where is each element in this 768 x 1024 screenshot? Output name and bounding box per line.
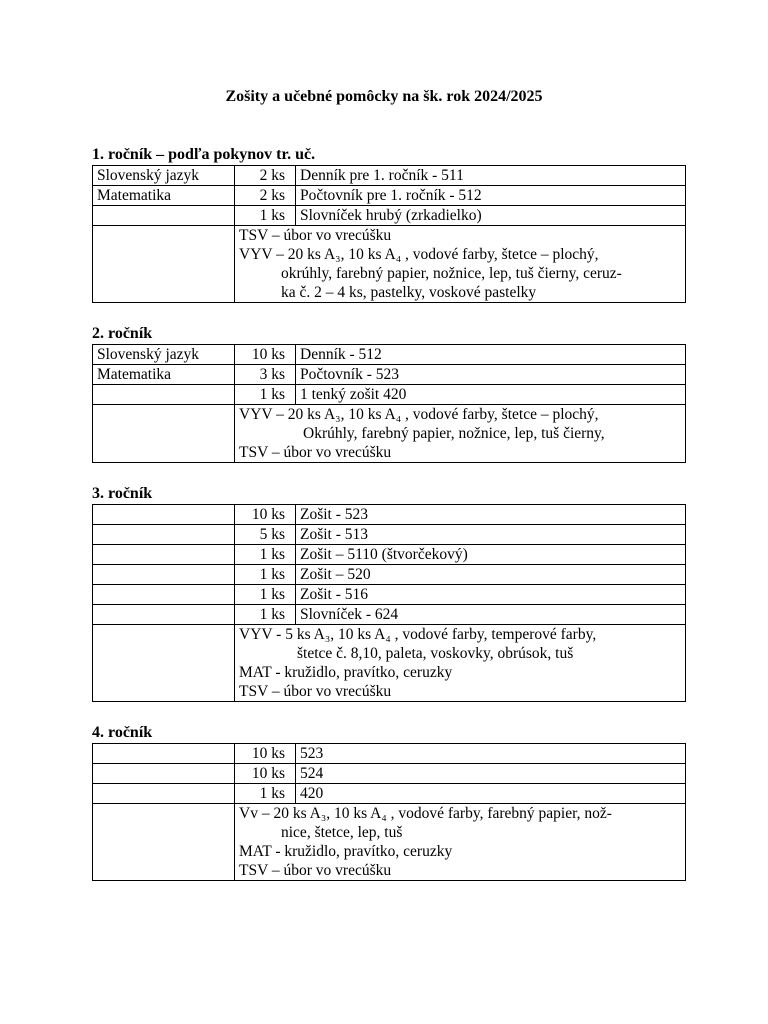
subject-cell (93, 764, 235, 784)
item-cell: 420 (296, 784, 686, 804)
subject-cell: Matematika (93, 186, 235, 206)
note-line: VYV - 5 ks A₃, 10 ks A₄ , vodové farby, temperové farby, (239, 626, 597, 643)
item-cell: Denník pre 1. ročník - 511 (296, 166, 686, 186)
table-row (93, 385, 686, 405)
item-cell: Zošit – 520 (296, 565, 686, 585)
table-row-notes (93, 226, 686, 303)
table-row (93, 505, 686, 525)
quantity-cell: 10 ks (235, 505, 296, 525)
table-row-notes (93, 804, 686, 881)
table-row (93, 545, 686, 565)
table-row-notes (93, 625, 686, 702)
subject-cell (93, 226, 235, 303)
table-row (93, 784, 686, 804)
quantity-cell: 1 ks (235, 605, 296, 625)
grade3-table (92, 504, 686, 702)
item-cell: 1 tenký zošit 420 (296, 385, 686, 405)
note-line: Vv – 20 ks A₃, 10 ks A₄ , vodové farby, farebný papier, nož- (239, 805, 612, 822)
subject-cell (93, 605, 235, 625)
note-line: TSV – úbor vo vrecúšku (239, 227, 392, 244)
notes-cell (235, 226, 686, 303)
note-line: MAT - kružidlo, pravítko, ceruzky (239, 843, 453, 860)
table-row (93, 744, 686, 764)
table-row (93, 166, 686, 186)
quantity-cell: 2 ks (235, 166, 296, 186)
item-cell: Slovníček - 624 (296, 605, 686, 625)
table-row (93, 585, 686, 605)
table-row (93, 764, 686, 784)
subject-cell (93, 784, 235, 804)
subject-cell (93, 625, 235, 702)
subject-cell: Slovenský jazyk (93, 345, 235, 365)
item-cell: 523 (296, 744, 686, 764)
table-row (93, 565, 686, 585)
item-cell: Zošit - 513 (296, 525, 686, 545)
subject-cell: Slovenský jazyk (93, 166, 235, 186)
subject-cell (93, 505, 235, 525)
subject-cell (93, 525, 235, 545)
grade3-heading: 3. ročník (92, 485, 153, 502)
subject-cell (93, 565, 235, 585)
note-line: TSV – úbor vo vrecúšku (239, 862, 392, 879)
grade4-heading: 4. ročník (92, 724, 153, 741)
item-cell: Zošit - 523 (296, 505, 686, 525)
quantity-cell: 1 ks (235, 784, 296, 804)
subject-cell (93, 545, 235, 565)
quantity-cell: 10 ks (235, 345, 296, 365)
grade1-table (92, 165, 686, 303)
quantity-cell: 3 ks (235, 365, 296, 385)
subject-cell (93, 385, 235, 405)
quantity-cell: 1 ks (235, 585, 296, 605)
quantity-cell: 1 ks (235, 206, 296, 226)
note-line: okrúhly, farebný papier, nožnice, lep, tuš čierny, ceruz- (281, 265, 622, 282)
item-cell: Počtovník - 523 (296, 365, 686, 385)
item-cell: Zošit – 5110 (štvorčekový) (296, 545, 686, 565)
item-cell: Zošit - 516 (296, 585, 686, 605)
note-line: VYV – 20 ks A₃, 10 ks A₄ , vodové farby, štetce – plochý, (239, 406, 599, 423)
grade2-heading: 2. ročník (92, 325, 153, 342)
grade1-heading: 1. ročník – podľa pokynov tr. uč. (92, 146, 316, 163)
grade4-table (92, 743, 686, 881)
item-cell: Počtovník pre 1. ročník - 512 (296, 186, 686, 206)
subject-cell (93, 206, 235, 226)
quantity-cell: 1 ks (235, 385, 296, 405)
subject-cell: Matematika (93, 365, 235, 385)
quantity-cell: 1 ks (235, 545, 296, 565)
table-row-notes (93, 405, 686, 463)
item-cell: Denník - 512 (296, 345, 686, 365)
table-row (93, 345, 686, 365)
quantity-cell: 5 ks (235, 525, 296, 545)
subject-cell (93, 405, 235, 463)
note-line: MAT - kružidlo, pravítko, ceruzky (239, 664, 453, 681)
note-line: TSV – úbor vo vrecúšku (239, 683, 392, 700)
quantity-cell: 10 ks (235, 764, 296, 784)
quantity-cell: 10 ks (235, 744, 296, 764)
subject-cell (93, 744, 235, 764)
notes-cell (235, 804, 686, 881)
table-row (93, 605, 686, 625)
note-line: štetce č. 8,10, paleta, voskovky, obrúsok, tuš (297, 645, 574, 662)
subject-cell (93, 585, 235, 605)
table-row (93, 365, 686, 385)
notes-cell (235, 405, 686, 463)
note-line: Okrúhly, farebný papier, nožnice, lep, tuš čierny, (303, 425, 605, 442)
note-line: TSV – úbor vo vrecúšku (239, 444, 392, 461)
note-line: ka č. 2 – 4 ks, pastelky, voskové pastelky (281, 284, 537, 301)
grade2-table (92, 344, 686, 463)
quantity-cell: 1 ks (235, 565, 296, 585)
table-row (93, 525, 686, 545)
item-cell: Slovníček hrubý (zrkadielko) (296, 206, 686, 226)
note-line: VYV – 20 ks A₃, 10 ks A₄ , vodové farby, štetce – plochý, (239, 246, 599, 263)
table-row (93, 206, 686, 226)
subject-cell (93, 804, 235, 881)
item-cell: 524 (296, 764, 686, 784)
table-row (93, 186, 686, 206)
quantity-cell: 2 ks (235, 186, 296, 206)
note-line: nice, štetce, lep, tuš (281, 824, 403, 841)
notes-cell (235, 625, 686, 702)
document-title: Zošity a učebné pomôcky na šk. rok 2024/2025 (225, 88, 543, 105)
